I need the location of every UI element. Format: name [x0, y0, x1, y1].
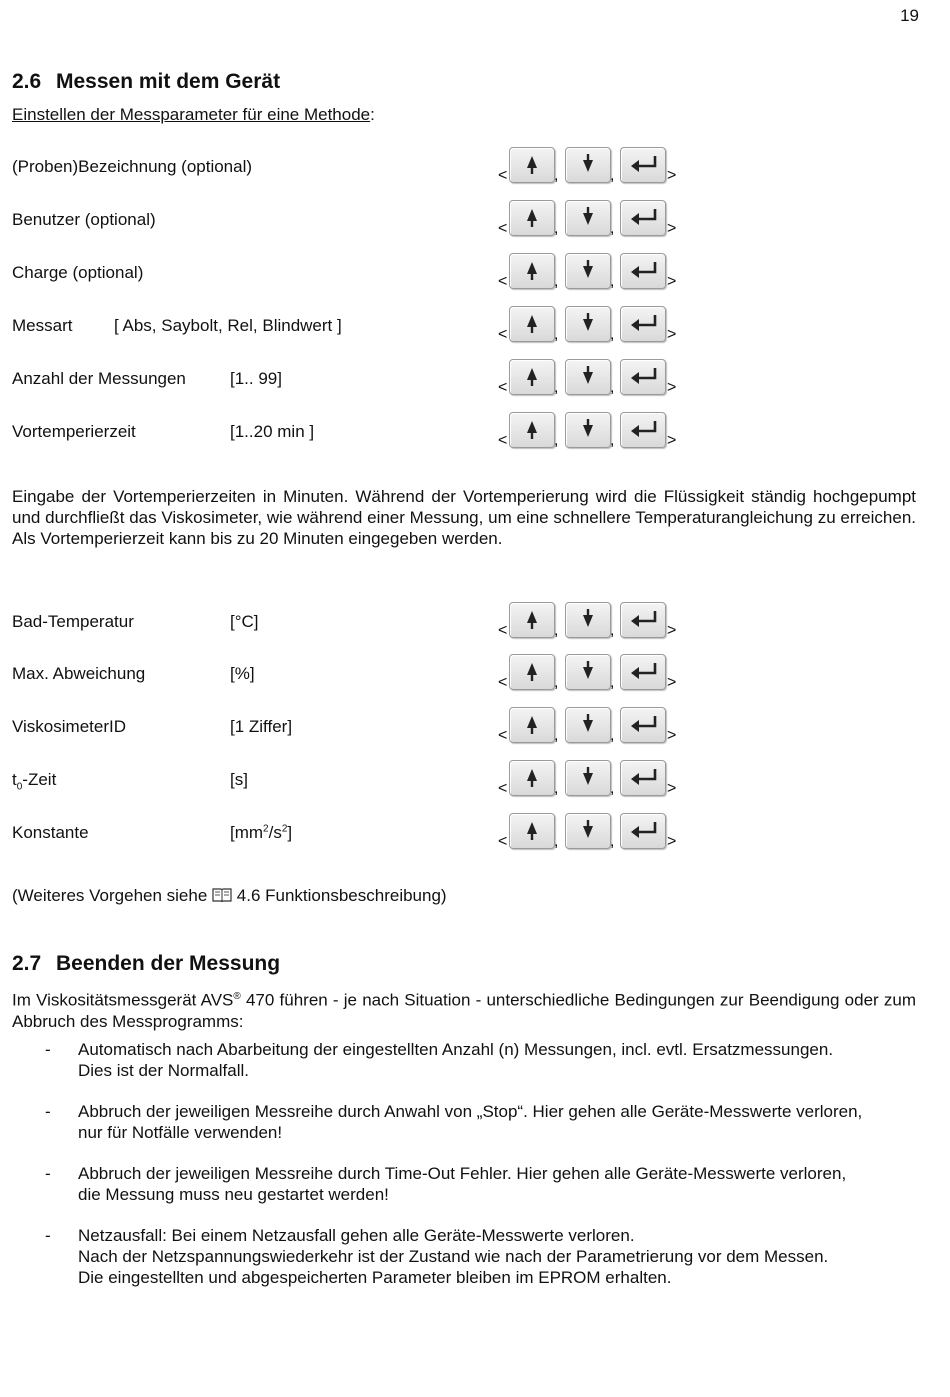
bullet-line: Abbruch der jeweiligen Messreihe durch Time-Out Fehler. Hier gehen alle Geräte-Messwerte verloren, [78, 1164, 847, 1183]
param-label: Vortemperierzeit [12, 422, 136, 441]
param-label-sub: 0 [16, 781, 23, 793]
enter-key-icon [620, 359, 666, 395]
book-icon [212, 887, 232, 908]
list-item [12, 1039, 916, 1081]
arrow-down-key-icon [565, 306, 611, 342]
bullet-text [78, 1225, 918, 1288]
bullet-line: Automatisch nach Abarbeitung der eingestellten Anzahl (n) Messungen, incl. evtl. Ersatzmessungen. [78, 1040, 834, 1059]
param-label: ViskosimeterID [12, 717, 126, 736]
bullet-line: nur für Notfälle verwenden! [78, 1123, 283, 1142]
param-row [12, 357, 682, 401]
range-part: ] [287, 823, 293, 842]
key-sequence [487, 600, 687, 644]
key-sequence [487, 145, 687, 189]
param-label: Benutzer (optional) [12, 210, 156, 229]
key-separator: , [610, 326, 615, 343]
key-separator: < [498, 326, 508, 343]
arrow-down-key-icon [565, 707, 611, 743]
vortemperierzeit-paragraph: Eingabe der Vortemperierzeiten in Minuten. Während der Vortemperierung wird die Flüssigkeit ständig hochgepumpt und durchfließt das Viskosimeter, wie während einer Messung, um eine schnellere Temperaturangleichung zu erreichen. Als Vortemperierzeit kann bis zu 20 Minuten eingegeben werden. [12, 487, 916, 548]
subtitle [12, 105, 375, 125]
key-separator: , [554, 326, 559, 343]
reference-after: 4.6 Funktionsbeschreibung) [236, 886, 447, 905]
key-separator: , [610, 432, 615, 449]
key-sequence [487, 304, 687, 348]
param-row [12, 304, 682, 348]
param-range: [1 Ziffer] [230, 717, 293, 736]
param-label-main: t [12, 770, 17, 789]
key-separator: , [610, 674, 615, 691]
param-row [12, 811, 682, 855]
key-separator: , [610, 167, 615, 184]
arrow-up-key-icon [509, 412, 555, 448]
key-separator: , [554, 780, 559, 797]
param-label: Anzahl der Messungen [12, 369, 186, 388]
enter-key-icon [620, 707, 666, 743]
bullet-line: Die eingestellten und abgespeicherten Parameter bleiben im EPROM erhalten. [78, 1268, 672, 1287]
subtitle-suffix: : [370, 105, 375, 124]
arrow-down-key-icon [565, 760, 611, 796]
arrow-down-key-icon [565, 813, 611, 849]
key-separator: , [610, 727, 615, 744]
range-sup: 2 [281, 823, 288, 835]
param-row [12, 145, 682, 189]
key-separator: > [667, 167, 677, 184]
bullet-text [78, 1101, 918, 1143]
key-sequence [487, 652, 687, 696]
bullet-dash: - [45, 1226, 51, 1245]
arrow-up-key-icon [509, 602, 555, 638]
key-separator: > [667, 622, 677, 639]
key-separator: < [498, 622, 508, 639]
arrow-up-key-icon [509, 359, 555, 395]
page-number: 19 [900, 6, 919, 25]
param-row [12, 652, 682, 696]
arrow-down-key-icon [565, 654, 611, 690]
bullet-line: Dies ist der Normalfall. [78, 1061, 249, 1080]
param-range: [ Abs, Saybolt, Rel, Blindwert ] [114, 316, 342, 335]
param-range [230, 823, 292, 843]
key-separator: > [667, 727, 677, 744]
key-separator: , [554, 379, 559, 396]
param-row [12, 758, 682, 802]
key-separator: < [498, 167, 508, 184]
range-part: /s [268, 823, 282, 842]
bullet-line: Netzausfall: Bei einem Netzausfall gehen alle Geräte-Messwerte verloren. [78, 1226, 635, 1245]
key-separator: < [498, 674, 508, 691]
bullet-text [78, 1163, 918, 1205]
param-label: Konstante [12, 823, 89, 842]
bullet-text [78, 1039, 918, 1081]
registered-mark: ® [233, 991, 241, 1002]
key-separator: , [610, 379, 615, 396]
param-range: [s] [230, 770, 248, 789]
key-sequence [487, 410, 687, 454]
key-separator: , [554, 622, 559, 639]
section-heading-2-6 [12, 70, 280, 94]
key-separator: > [667, 674, 677, 691]
arrow-up-key-icon [509, 147, 555, 183]
list-item [12, 1225, 916, 1288]
intro-text-b: 470 führen - je nach Situation - unterschiedliche Bedingungen zur Beendigung oder zum Abbruch des Messprogramms: [12, 990, 917, 1031]
key-separator: , [610, 220, 615, 237]
key-separator: < [498, 432, 508, 449]
key-separator: , [610, 833, 615, 850]
key-separator: < [498, 273, 508, 290]
key-separator: > [667, 326, 677, 343]
range-sup: 2 [263, 823, 269, 835]
param-label: Charge (optional) [12, 263, 144, 282]
param-label: (Proben)Bezeichnung (optional) [12, 157, 253, 176]
range-part: [mm [230, 823, 264, 842]
enter-key-icon [620, 253, 666, 289]
key-separator: < [498, 833, 508, 850]
section-number: 2.7 [12, 952, 42, 975]
key-separator: > [667, 780, 677, 797]
key-separator: , [554, 674, 559, 691]
key-separator: < [498, 220, 508, 237]
enter-key-icon [620, 147, 666, 183]
param-range: [%] [230, 664, 255, 683]
key-separator: , [554, 167, 559, 184]
enter-key-icon [620, 412, 666, 448]
arrow-up-key-icon [509, 200, 555, 236]
param-row [12, 600, 682, 644]
key-sequence [487, 198, 687, 242]
reference-line [12, 886, 447, 908]
arrow-down-key-icon [565, 359, 611, 395]
section-heading-2-7 [12, 952, 280, 976]
param-label-rest: -Zeit [22, 770, 57, 789]
intro-text-a: Im Viskositätsmessgerät AVS [12, 990, 234, 1010]
arrow-down-key-icon [565, 147, 611, 183]
param-label [12, 770, 56, 792]
bullet-dash: - [45, 1102, 51, 1121]
key-sequence [487, 251, 687, 295]
enter-key-icon [620, 200, 666, 236]
key-separator: > [667, 833, 677, 850]
param-row [12, 198, 682, 242]
enter-key-icon [620, 760, 666, 796]
key-separator: , [610, 622, 615, 639]
arrow-up-key-icon [509, 707, 555, 743]
bullet-dash: - [45, 1040, 51, 1059]
arrow-down-key-icon [565, 200, 611, 236]
enter-key-icon [620, 306, 666, 342]
intro-paragraph [12, 986, 916, 1032]
param-range: [1.. 99] [230, 369, 282, 388]
param-label: Max. Abweichung [12, 664, 146, 683]
param-range: [1..20 min ] [230, 422, 315, 441]
arrow-up-key-icon [509, 813, 555, 849]
section-title: Beenden der Messung [56, 952, 281, 975]
section-number: 2.6 [12, 70, 42, 93]
arrow-down-key-icon [565, 602, 611, 638]
enter-key-icon [620, 654, 666, 690]
key-sequence [487, 357, 687, 401]
key-sequence [487, 705, 687, 749]
arrow-up-key-icon [509, 760, 555, 796]
param-row [12, 410, 682, 454]
list-item [12, 1101, 916, 1143]
arrow-up-key-icon [509, 306, 555, 342]
key-separator: > [667, 379, 677, 396]
key-separator: < [498, 727, 508, 744]
param-range: [°C] [230, 612, 259, 631]
key-separator: , [554, 432, 559, 449]
reference-before: (Weiteres Vorgehen siehe [12, 886, 208, 905]
param-row [12, 251, 682, 295]
key-separator: , [554, 273, 559, 290]
key-separator: > [667, 273, 677, 290]
arrow-up-key-icon [509, 253, 555, 289]
subtitle-text: Einstellen der Messparameter für eine Methode [12, 105, 371, 124]
param-label: Bad-Temperatur [12, 612, 134, 631]
key-separator: > [667, 432, 677, 449]
bullet-dash: - [45, 1164, 51, 1183]
key-separator: < [498, 780, 508, 797]
bullet-line: Nach der Netzspannungswiederkehr ist der Zustand wie nach der Parametrierung vor dem Messen. [78, 1247, 829, 1266]
section-title: Messen mit dem Gerät [56, 70, 281, 93]
bullet-line: die Messung muss neu gestartet werden! [78, 1185, 389, 1204]
key-separator: , [554, 727, 559, 744]
key-separator: > [667, 220, 677, 237]
key-separator: , [610, 273, 615, 290]
bullet-line: Abbruch der jeweiligen Messreihe durch Anwahl von „Stop“. Hier gehen alle Geräte-Messwerte verloren, [78, 1102, 863, 1121]
arrow-up-key-icon [509, 654, 555, 690]
key-separator: , [610, 780, 615, 797]
arrow-down-key-icon [565, 412, 611, 448]
param-label: Messart [12, 316, 73, 335]
key-sequence [487, 758, 687, 802]
param-row [12, 705, 682, 749]
enter-key-icon [620, 602, 666, 638]
list-item [12, 1163, 916, 1205]
key-separator: , [554, 220, 559, 237]
arrow-down-key-icon [565, 253, 611, 289]
key-sequence [487, 811, 687, 855]
enter-key-icon [620, 813, 666, 849]
key-separator: , [554, 833, 559, 850]
key-separator: < [498, 379, 508, 396]
